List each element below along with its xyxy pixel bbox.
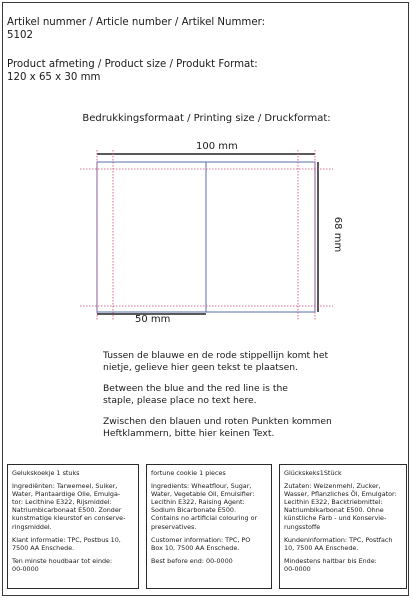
label-ingredients: Zutaten: Weizenmehl, Zucker, Wasser, Pflanzliches Öl, Emulgator: Lecithin E322, Backtriebmittel: Natriumbikarbonat E500. Ohne künstliche Farb - und Konservie- rungsstoffe <box>284 482 397 531</box>
label-best-before: Ten minste houdbaar tot einde: 00-0000 <box>12 556 113 573</box>
product-size-label: Product afmeting / Product size / Produkt Format: <box>7 59 258 70</box>
label-english <box>146 464 272 589</box>
product-size-value: 120 x 65 x 30 mm <box>7 72 101 83</box>
label-customer-info: Klant informatie: TPC, Postbus 10, 7500 AA Enschede. <box>12 535 121 552</box>
label-ingredients: Ingrediënten: Tarwemeel, Suiker, Water, Plantaardige Olie, Emulga- tor: Lecithine E322, Rijsmiddel: Natriumbicarbonaat E500. Zonder kunstmatige kleurstof en conserve- ringsmiddel. <box>12 482 126 531</box>
staple-instructions <box>103 350 343 449</box>
label-customer-info: Kundeninformation: TPC, Postfach 10, 7500 AA Enschede. <box>284 535 393 552</box>
label-customer-info: Customer information: TPC, PO Box 10, 7500 AA Enschede. <box>151 535 251 552</box>
label-dutch <box>7 464 139 589</box>
instruction-german: Zwischen den blauen und roten Punkten kommen Heftklammern, bitte hier keinen Text. <box>103 416 332 439</box>
width-dimension-label: 100 mm <box>196 141 238 152</box>
printing-size-title: Bedrukkingsformaat / Printing size / Druckformat: <box>82 113 331 124</box>
product-labels <box>0 464 413 589</box>
half-dimension-label: 50 mm <box>135 314 171 325</box>
label-title: Glückskeks1Stück <box>284 469 342 477</box>
label-best-before: Best before end: 00-0000 <box>151 556 233 565</box>
label-title: fortune cookie 1 pieces <box>151 469 226 477</box>
height-dimension-label: 68 mm <box>332 216 344 253</box>
label-german <box>279 464 407 589</box>
article-number-label: Artikel nummer / Article number / Artikel Nummer: <box>7 17 266 28</box>
instruction-english: Between the blue and the red line is the staple, please place no text here. <box>103 383 288 406</box>
label-best-before: Mindestens haltbar bis Ende: 00-0000 <box>284 556 377 573</box>
article-number-value: 5102 <box>7 30 33 41</box>
label-title: Gelukskoekje 1 stuks <box>12 469 80 477</box>
instruction-dutch: Tussen de blauwe en de rode stippellijn komt het nietje, gelieve hier geen tekst te plaatsen. <box>103 350 329 373</box>
label-ingredients: Ingredients: Wheatflour, Sugar, Water, Vegetable Oil, Emulsifier: Lecithin E322, Raising Agent: Sodium Bicarbonate E500. Contains no artificial colouring or preservatives. <box>151 482 258 531</box>
